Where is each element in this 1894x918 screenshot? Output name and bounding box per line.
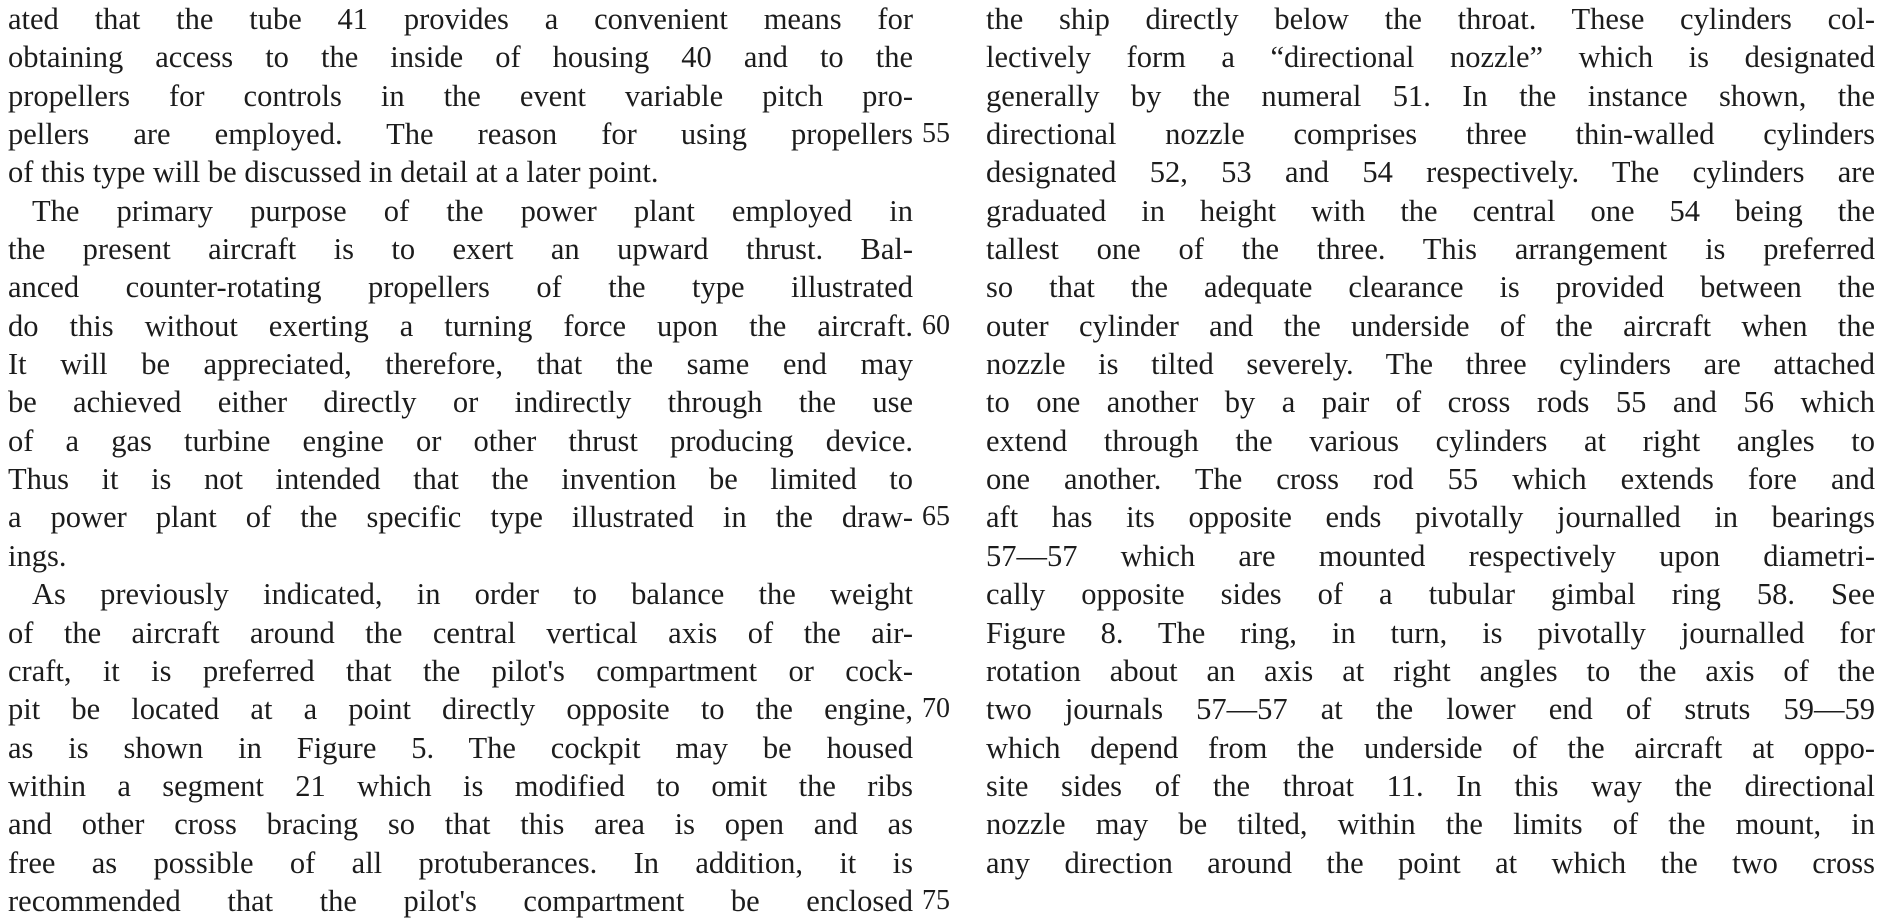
right-column bbox=[986, 0, 1875, 882]
text-line: of a gas turbine engine or other thrust producing device. bbox=[8, 423, 913, 458]
text-line: any direction around the point at which the two cross bbox=[986, 845, 1875, 880]
text-line: so that the adequate clearance is provided between the bbox=[986, 270, 1875, 305]
text-line: tallest one of the three. This arrangement is preferred bbox=[986, 232, 1875, 267]
text-line: graduated in height with the central one 54 being the bbox=[986, 193, 1875, 228]
text-line: recommended that the pilot's compartment be enclosed bbox=[8, 883, 913, 918]
text-line: to one another by a pair of cross rods 55 and 56 which bbox=[986, 385, 1875, 420]
text-line: lectively form a “directional nozzle” which is designated bbox=[986, 40, 1875, 75]
text-line: within a segment 21 which is modified to omit the ribs bbox=[8, 768, 913, 803]
line-number: 75 bbox=[922, 885, 950, 916]
text-line: be achieved either directly or indirectly through the use bbox=[8, 385, 913, 420]
text-line: It will be appreciated, therefore, that the same end may bbox=[8, 347, 913, 382]
text-line: one another. The cross rod 55 which extends fore and bbox=[986, 462, 1875, 497]
text-line: pit be located at a point directly opposite to the engine, bbox=[8, 692, 913, 727]
text-line: The primary purpose of the power plant employed in bbox=[32, 193, 913, 228]
text-line: ated that the tube 41 provides a convenient means for bbox=[8, 2, 913, 36]
text-line: of the aircraft around the central vertical axis of the air- bbox=[8, 615, 913, 650]
text-line: which depend from the underside of the aircraft at oppo- bbox=[986, 730, 1875, 765]
text-line: anced counter-rotating propellers of the type illustrated bbox=[8, 270, 913, 305]
text-line: obtaining access to the inside of housing 40 and to the bbox=[8, 40, 913, 75]
text-line: As previously indicated, in order to balance the weight bbox=[32, 577, 913, 612]
text-line: free as possible of all protuberances. In addition, it is bbox=[8, 845, 913, 880]
text-line: two journals 57—57 at the lower end of struts 59—59 bbox=[986, 692, 1875, 727]
text-line: nozzle is tilted severely. The three cylinders are attached bbox=[986, 347, 1875, 382]
text-line: Figure 8. The ring, in turn, is pivotally journalled for bbox=[986, 615, 1875, 650]
text-line: generally by the numeral 51. In the instance shown, the bbox=[986, 78, 1875, 113]
text-line: outer cylinder and the underside of the aircraft when the bbox=[986, 308, 1875, 343]
text-line: ings. bbox=[8, 538, 67, 573]
text-line: propellers for controls in the event variable pitch pro- bbox=[8, 78, 913, 113]
line-number: 70 bbox=[922, 693, 950, 724]
text-line: do this without exerting a turning force upon the aircraft. bbox=[8, 308, 913, 343]
text-line: craft, it is preferred that the pilot's compartment or cock- bbox=[8, 653, 913, 688]
text-line: the present aircraft is to exert an upward thrust. Bal- bbox=[8, 232, 913, 267]
text-line: the ship directly below the throat. These cylinders col- bbox=[986, 2, 1875, 36]
text-line: nozzle may be tilted, within the limits of the mount, in bbox=[986, 807, 1875, 842]
line-number: 55 bbox=[922, 118, 950, 149]
line-number: 65 bbox=[922, 501, 950, 532]
text-line: a power plant of the specific type illustrated in the draw- bbox=[8, 500, 913, 535]
text-line: and other cross bracing so that this area is open and as bbox=[8, 807, 913, 842]
text-line: 57—57 which are mounted respectively upon diametri- bbox=[986, 538, 1875, 573]
left-column bbox=[8, 0, 913, 918]
text-line: rotation about an axis at right angles to the axis of the bbox=[986, 653, 1875, 688]
text-line: extend through the various cylinders at right angles to bbox=[986, 423, 1875, 458]
text-line: of this type will be discussed in detail at a later point. bbox=[8, 155, 659, 190]
text-line: designated 52, 53 and 54 respectively. The cylinders are bbox=[986, 155, 1875, 190]
text-line: aft has its opposite ends pivotally journalled in bearings bbox=[986, 500, 1875, 535]
text-line: directional nozzle comprises three thin-walled cylinders bbox=[986, 117, 1875, 152]
text-line: cally opposite sides of a tubular gimbal ring 58. See bbox=[986, 577, 1875, 612]
text-line: site sides of the throat 11. In this way the directional bbox=[986, 768, 1875, 803]
text-line: as is shown in Figure 5. The cockpit may be housed bbox=[8, 730, 913, 765]
line-number: 60 bbox=[922, 310, 950, 341]
text-line: Thus it is not intended that the invention be limited to bbox=[8, 462, 913, 497]
text-line: pellers are employed. The reason for using propellers bbox=[8, 117, 913, 152]
